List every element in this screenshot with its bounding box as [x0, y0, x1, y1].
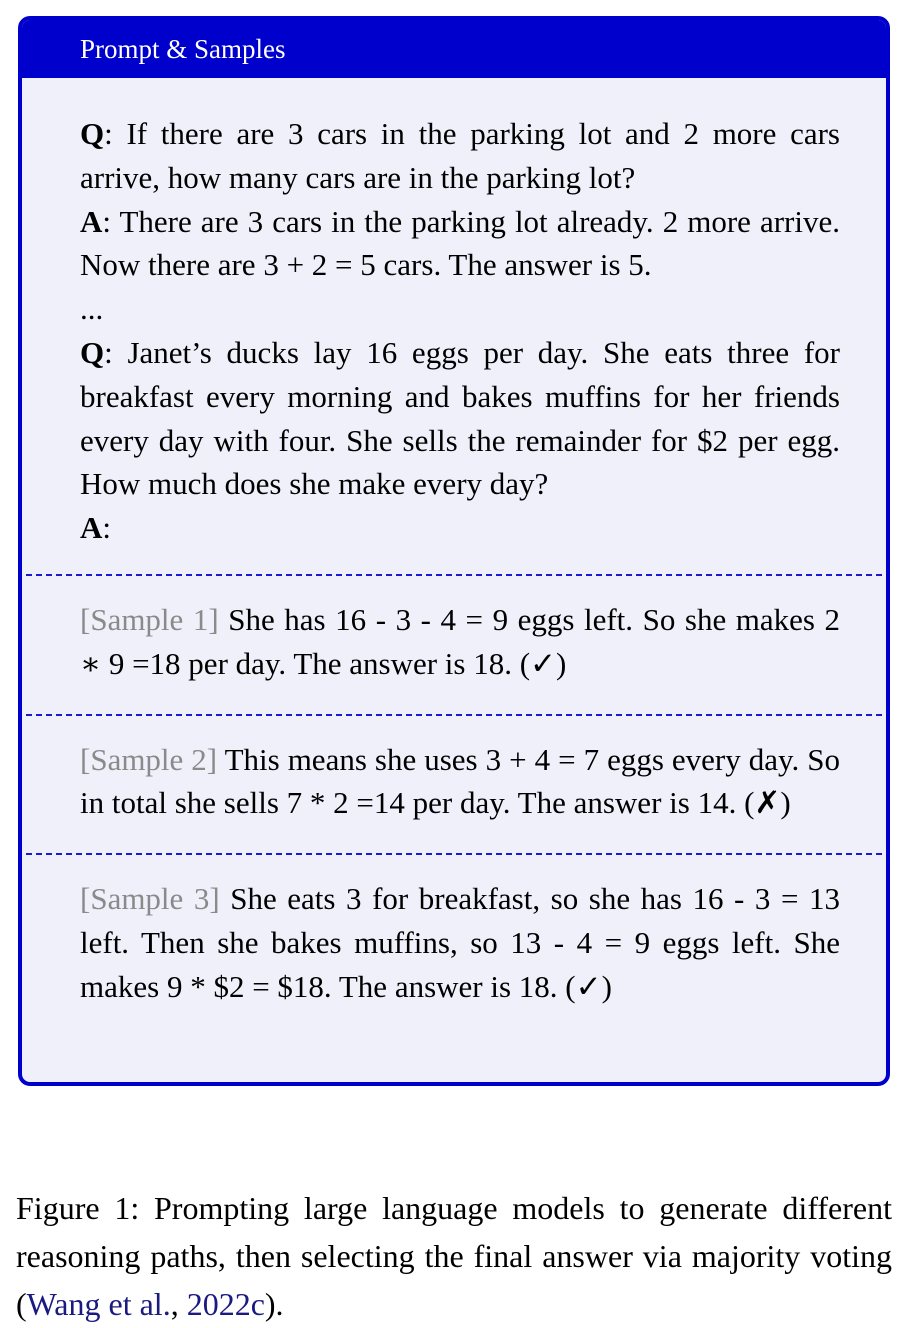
q2-text: : Janet’s ducks lay 16 eggs per day. She eats three for breakfast every morning and bakes muffins for her friends every day with four. She sells the remainder for $2 per egg. How much does she make every day?: [80, 334, 840, 502]
q2-label: Q: [80, 334, 105, 370]
a1-label: A: [80, 203, 103, 239]
box-header: Prompt & Samples: [22, 20, 886, 78]
sample-3: [22, 855, 886, 1036]
question-2: [80, 331, 840, 506]
caption-suffix: ).: [264, 1286, 284, 1322]
prompt-samples-box: [18, 16, 890, 1086]
sample-1: [22, 576, 886, 714]
sample-3-text: She eats 3 for breakfast, so she has 16 - 3 = 13 left. Then she bakes muffins, so 13 - 4 = 9 eggs left. She makes 9 * $2 = $18. The answer is 18. (✓): [80, 881, 840, 1004]
answer-2: [80, 506, 840, 550]
answer-1: [80, 200, 840, 288]
citation-authors-link[interactable]: Wang et al.: [26, 1286, 171, 1322]
a2-label: A: [80, 510, 103, 546]
sample-2-tag: [Sample 2]: [80, 741, 218, 777]
question-1: [80, 112, 840, 200]
q1-text: : If there are 3 cars in the parking lot and 2 more cars arrive, how many cars are in the parking lot?: [80, 116, 840, 195]
a1-text: : There are 3 cars in the parking lot already. 2 more arrive. Now there are 3 + 2 = 5 cars. The answer is 5.: [80, 203, 840, 283]
caption-prefix: Figure 1: Prompting large language models to generate different reasoning paths, then selecting the final answer via majority voting (: [16, 1190, 892, 1322]
sample-1-text: She has 16 - 3 - 4 = 9 eggs left. So she makes 2 ∗ 9 =18 per day. The answer is 18. (✓): [80, 601, 840, 681]
sample-2: [22, 716, 886, 854]
q1-label: Q: [80, 116, 105, 151]
sample-3-tag: [Sample 3]: [80, 881, 220, 917]
figure-caption: [16, 1184, 892, 1328]
citation-separator: ,: [170, 1286, 187, 1322]
citation-year-link[interactable]: 2022c: [186, 1286, 265, 1322]
ellipsis: ...: [80, 291, 104, 327]
a2-text: :: [102, 510, 112, 546]
sample-2-text: This means she uses 3 + 4 = 7 eggs every day. So in total she sells 7 * 2 =14 per day. The answer is 14. (✗): [80, 741, 840, 821]
prompt-section: [22, 78, 886, 574]
sample-1-tag: [Sample 1]: [80, 601, 219, 637]
